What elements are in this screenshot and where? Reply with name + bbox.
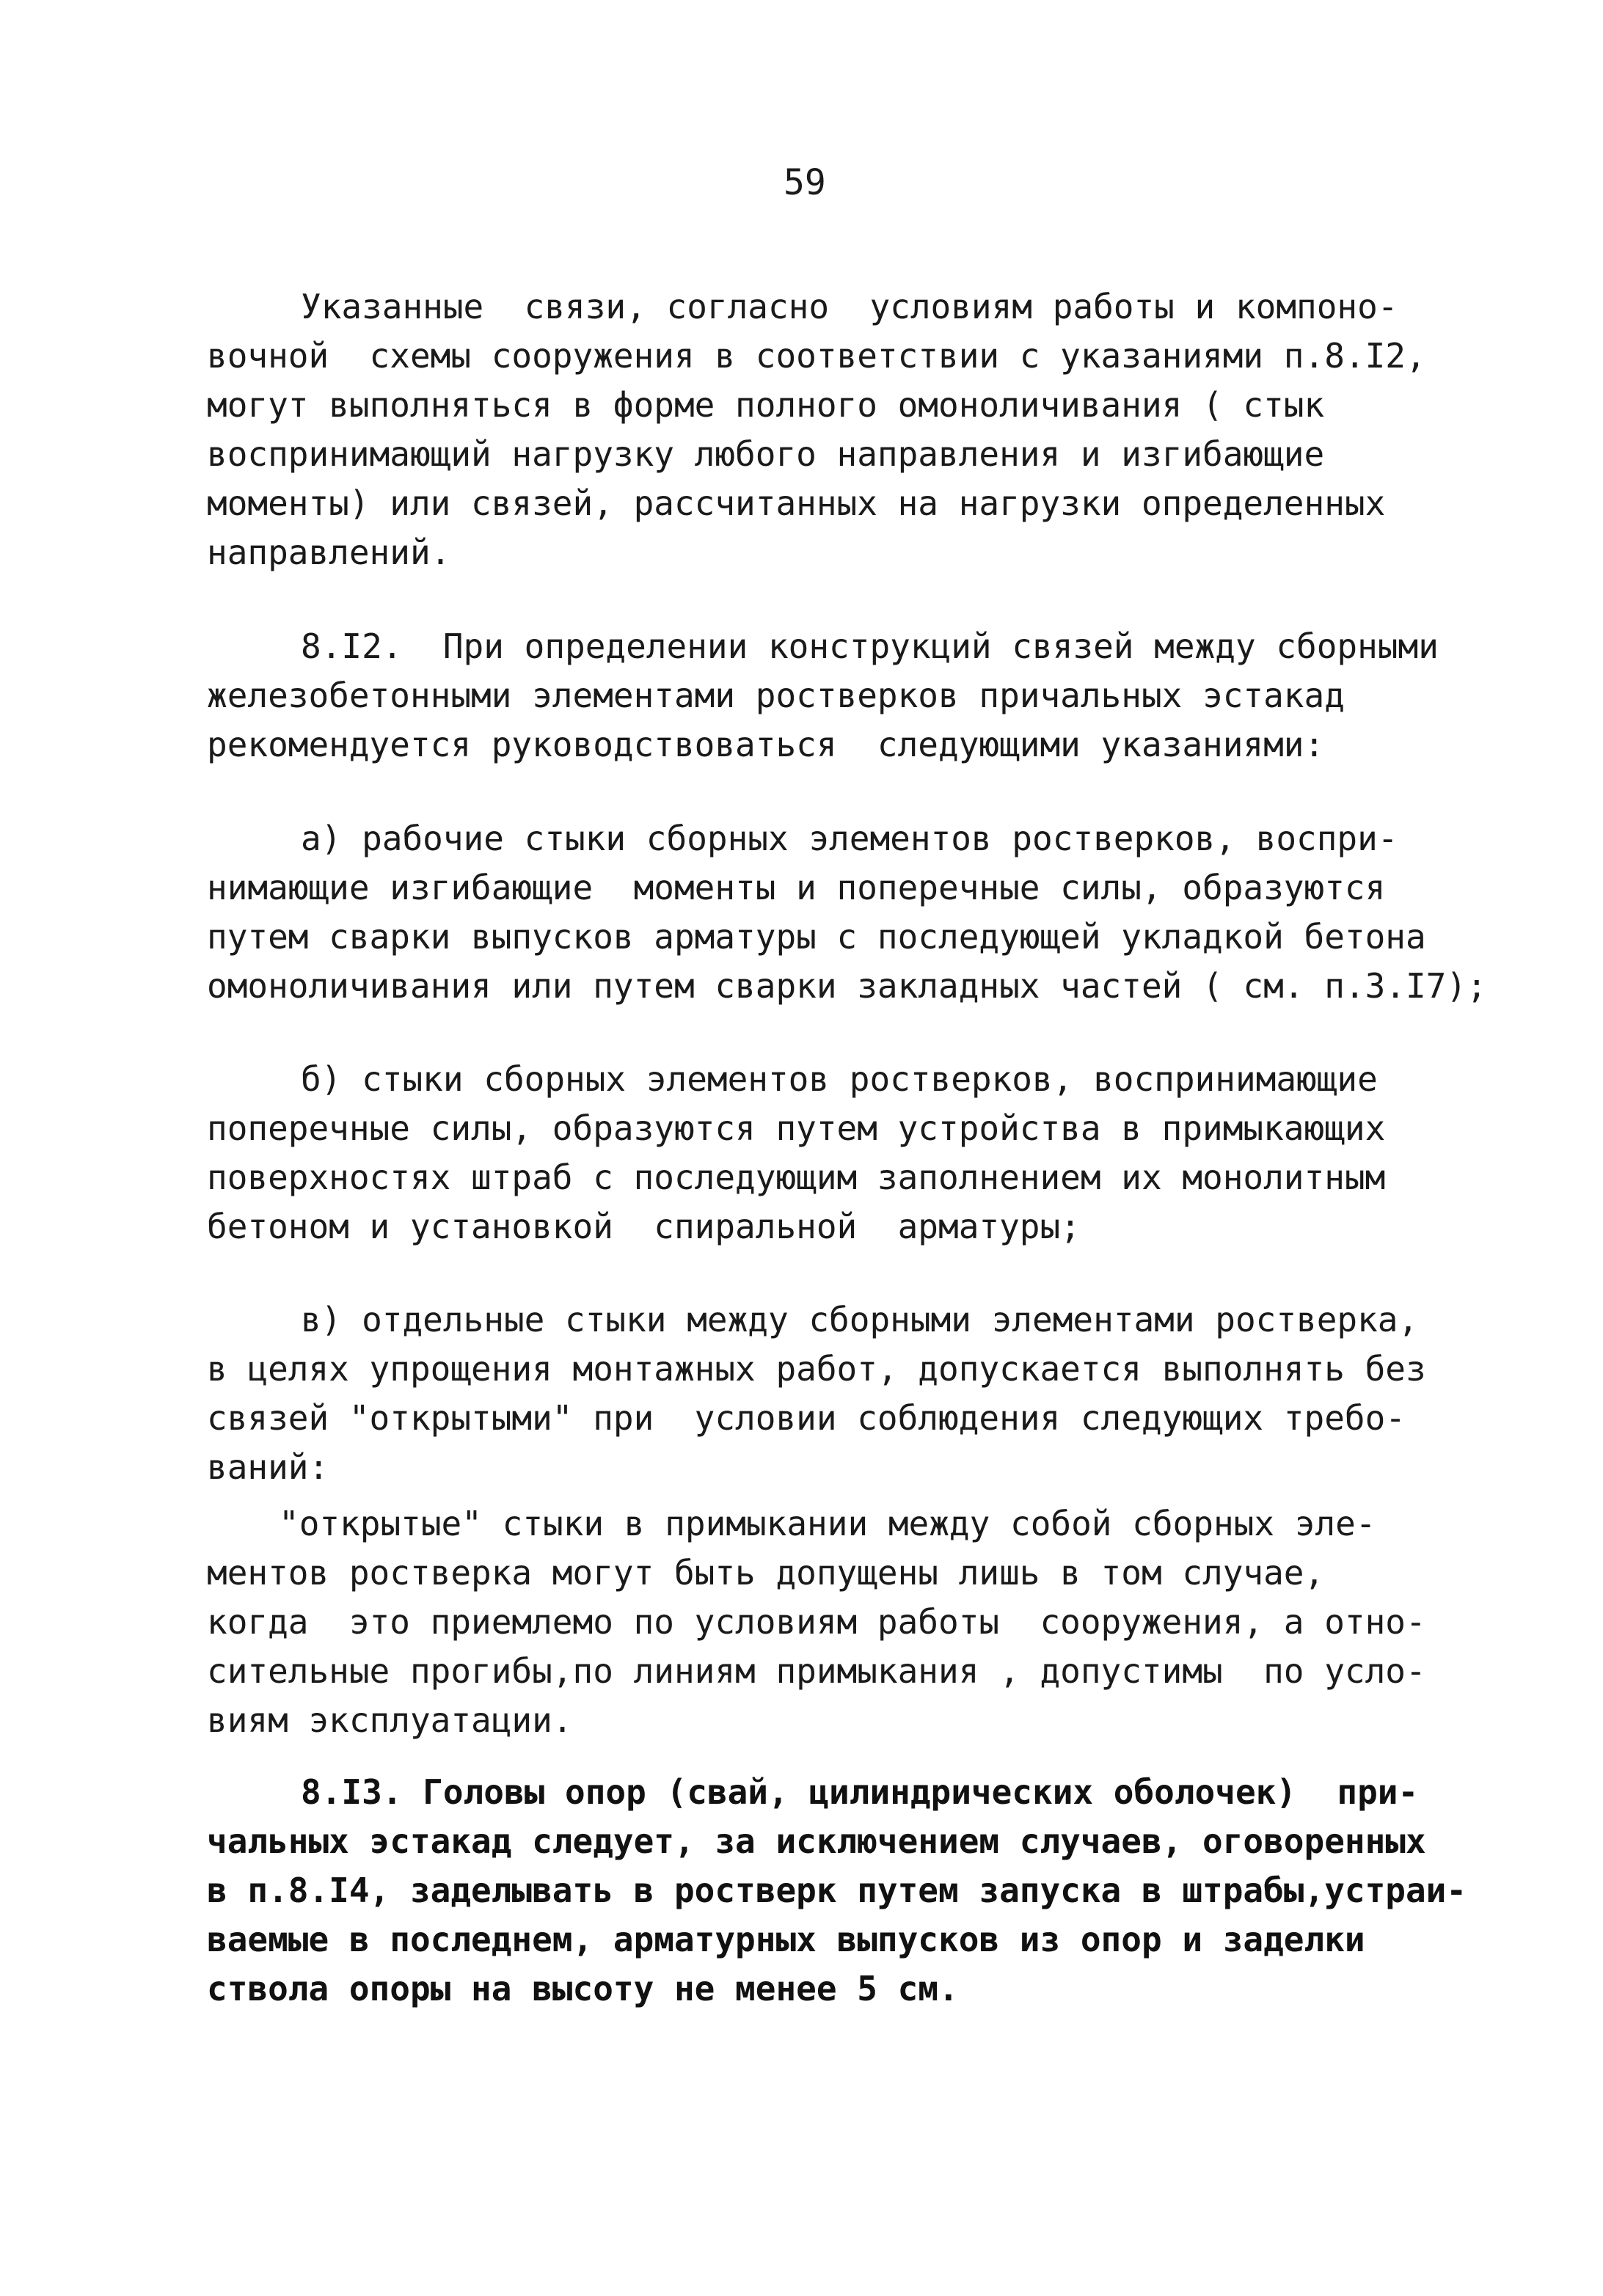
text-line: Указанные связи, согласно условиям работы и компоно- xyxy=(301,287,1398,326)
text-line: могут выполняться в форме полного омоноличивания ( стык xyxy=(207,385,1325,425)
text-line: б) стыки сборных элементов ростверков, воспринимающие xyxy=(301,1059,1378,1099)
text-line: а) рабочие стыки сборных элементов ростверков, воспри- xyxy=(301,819,1398,858)
text-line: рекомендуется руководствоваться следующими указаниями: xyxy=(207,725,1325,764)
text-line: поперечные силы, образуются путем устройства в примыкающих xyxy=(207,1108,1386,1148)
text-line: в) отдельные стыки между сборными элементами ростверка, xyxy=(301,1300,1419,1339)
text-line: в целях упрощения монтажных работ, допускается выполнять без xyxy=(207,1349,1426,1389)
text-line: "открытые" стыки в примыкании между собой сборных эле- xyxy=(279,1504,1376,1543)
text-line: 8.I2. При определении конструкций связей между сборными xyxy=(301,626,1439,666)
page-number: 59 xyxy=(784,162,826,203)
text-line: путем сварки выпусков арматуры с последующей укладкой бетона xyxy=(207,917,1426,957)
text-line: в п.8.I4, заделывать в ростверк путем запуска в штрабы,устраи- xyxy=(207,1871,1467,1910)
text-line: нимающие изгибающие моменты и поперечные силы, образуются xyxy=(207,868,1386,907)
text-line: когда это приемлемо по условиям работы сооружения, а отно- xyxy=(207,1602,1426,1642)
text-line: чальных эстакад следует, за исключением случаев, оговоренных xyxy=(207,1821,1426,1861)
text-line: ствола опоры на высоту не менее 5 см. xyxy=(207,1969,959,2008)
text-line: поверхностях штраб с последующим заполнением их монолитным xyxy=(207,1158,1386,1197)
text-line: ваний: xyxy=(207,1447,329,1487)
text-line: 8.I3. Головы опор (свай, цилиндрических оболочек) при- xyxy=(301,1772,1419,1812)
text-line: воспринимающий нагрузку любого направления и изгибающие xyxy=(207,434,1325,474)
text-line: направлений. xyxy=(207,533,451,572)
text-line: бетоном и установкой спиральной арматуры; xyxy=(207,1207,1081,1246)
text-line: ваемые в последнем, арматурных выпусков из опор и заделки xyxy=(207,1920,1365,1959)
text-line: железобетонными элементами ростверков причальных эстакад xyxy=(207,676,1345,715)
text-line: сительные прогибы,по линиям примыкания , допустимы по усло- xyxy=(207,1651,1426,1691)
text-line: моменты) или связей, рассчитанных на нагрузки определенных xyxy=(207,483,1386,523)
text-line: вочной схемы сооружения в соответствии с указаниями п.8.I2, xyxy=(207,336,1426,376)
text-line: связей "открытыми" при условии соблюдения следующих требо- xyxy=(207,1398,1406,1438)
text-line: омоноличивания или путем сварки закладных частей ( см. п.3.I7); xyxy=(207,966,1487,1006)
text-line: виям эксплуатации. xyxy=(207,1700,573,1740)
text-line: ментов ростверка могут быть допущены лишь в том случае, xyxy=(207,1553,1325,1593)
